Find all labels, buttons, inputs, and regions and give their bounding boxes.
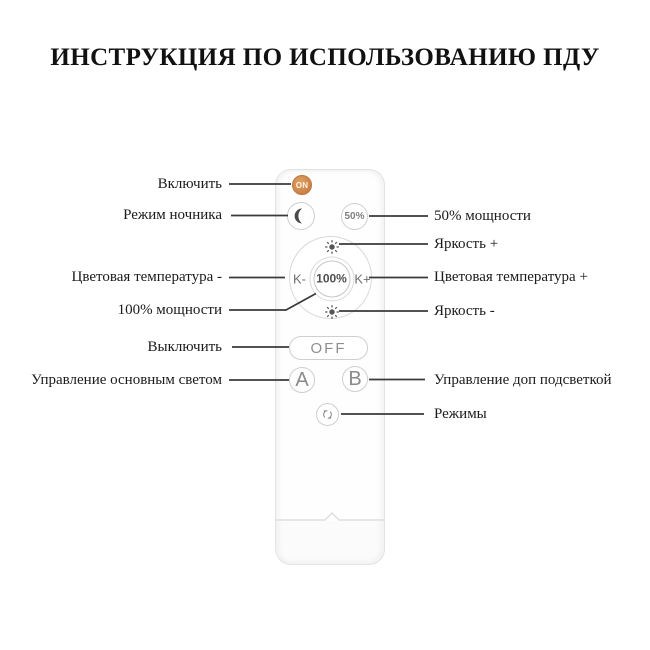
temp-down-button: K- [293, 271, 306, 287]
label-temp-down: Цветовая температура - [71, 269, 222, 285]
label-brightness-down: Яркость - [434, 303, 495, 319]
temp-up-button: K+ [354, 271, 371, 287]
power-off-button [289, 336, 368, 360]
remote-control [275, 169, 385, 565]
label-modes: Режимы [434, 406, 487, 422]
label-brightness-up: Яркость + [434, 236, 499, 252]
aux-light-button [342, 366, 368, 392]
sun-icon [324, 239, 340, 255]
label-power-on: Включить [157, 176, 222, 192]
page-title: ИНСТРУКЦИЯ ПО ИСПОЛЬЗОВАНИЮ ПДУ [50, 44, 600, 71]
moon-icon [292, 207, 310, 225]
full-power-button [313, 260, 350, 297]
power-on-button [292, 175, 312, 195]
power-off-label: OFF [310, 339, 347, 357]
label-full-power: 100% мощности [117, 302, 222, 318]
label-half-power: 50% мощности [434, 208, 531, 224]
night-mode-button [287, 202, 315, 230]
main-light-label: A [295, 368, 309, 391]
label-power-off: Выключить [147, 339, 222, 355]
dial-pad [289, 236, 372, 319]
cycle-icon [320, 407, 335, 422]
sun-icon [324, 304, 340, 320]
label-temp-up: Цветовая температура + [434, 269, 588, 285]
half-power-label: 50% [344, 211, 365, 222]
power-on-label: ON [295, 180, 309, 190]
aux-light-label: B [348, 367, 362, 390]
modes-button [316, 403, 339, 426]
label-night-mode: Режим ночника [123, 207, 222, 223]
label-main-light: Управление основным светом [31, 372, 222, 388]
main-light-button [289, 367, 315, 393]
label-aux-light: Управление доп подсветкой [434, 371, 612, 388]
battery-cover [277, 521, 383, 563]
full-power-label: 100% [316, 271, 347, 286]
half-power-button [341, 203, 368, 230]
